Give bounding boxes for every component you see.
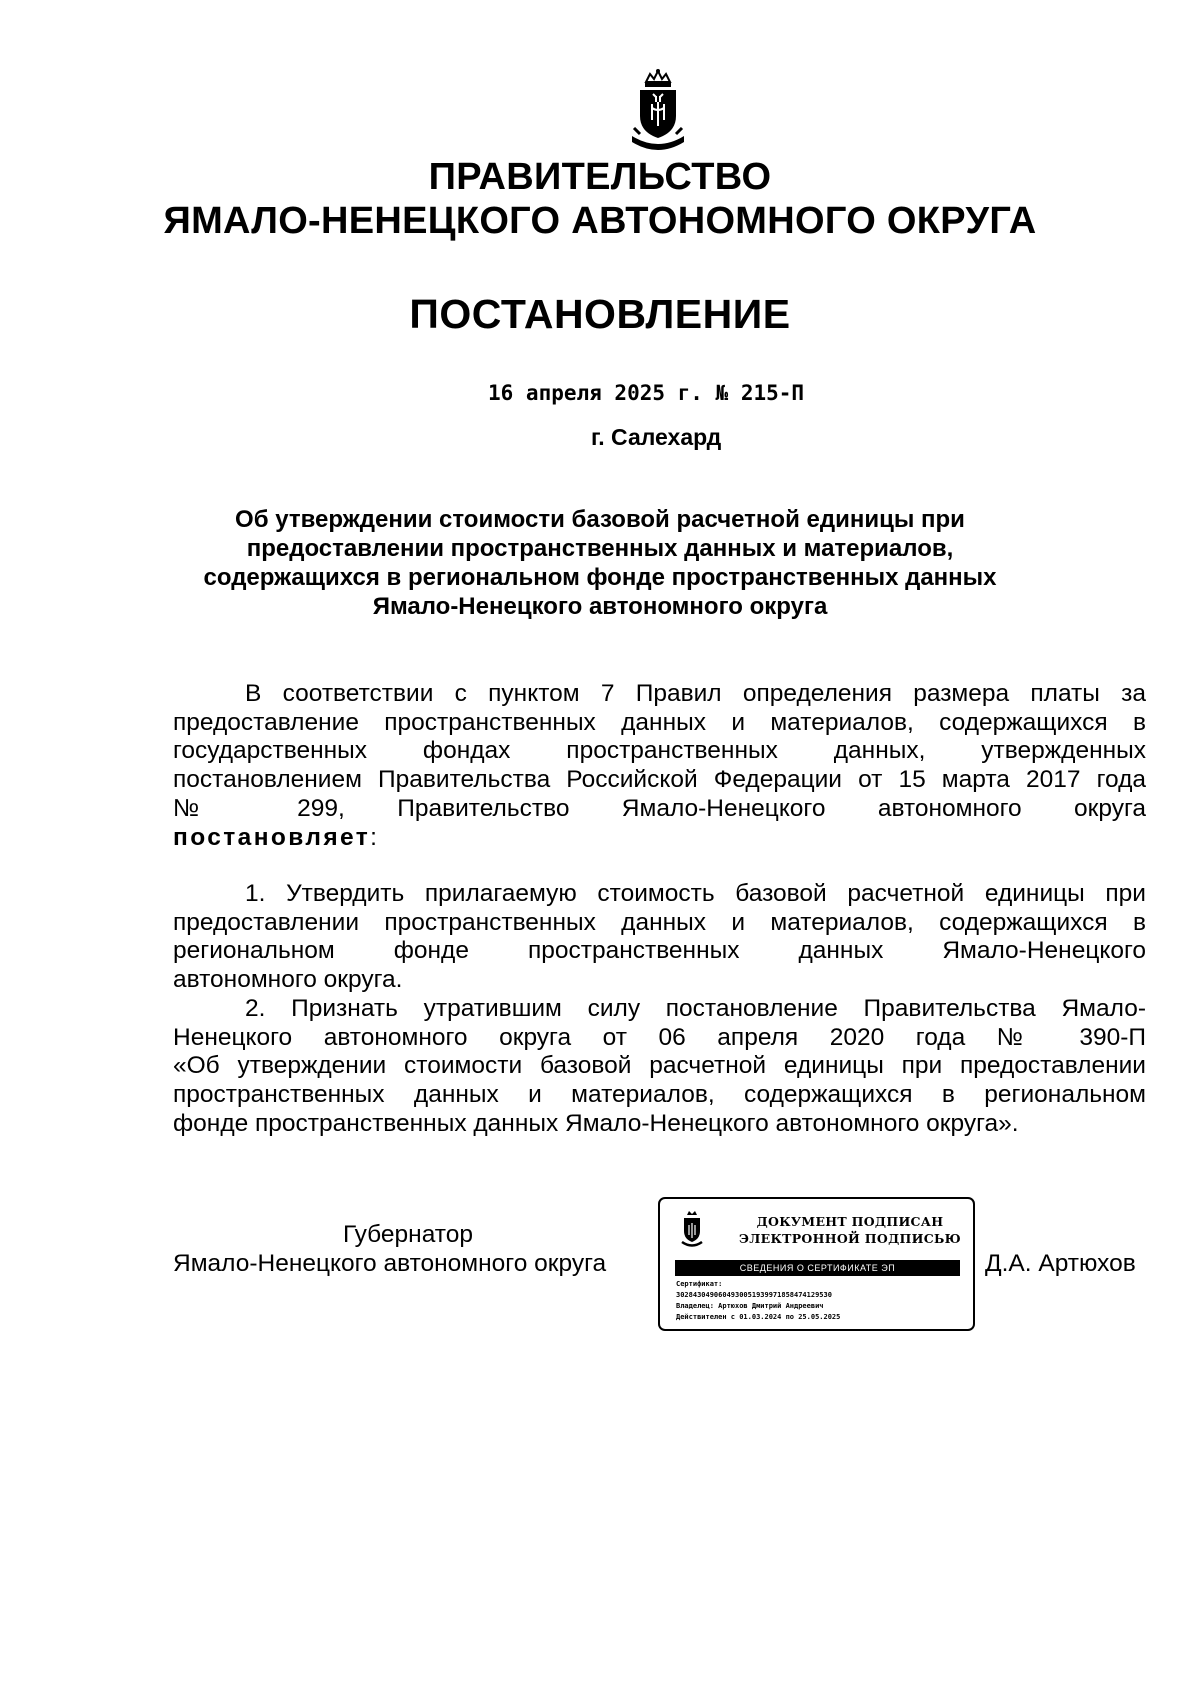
stamp-title-line: ЭЛЕКТРОННОЙ ПОДПИСЬЮ [739, 1231, 961, 1246]
paragraph-line: В соответствии с пунктом 7 Правил определения размера платы за [245, 680, 1146, 707]
paragraph-line: постановлением Правительства Российской Федерации от 15 марта 2017 года [173, 766, 1146, 794]
item-1-paragraph [173, 880, 1146, 995]
preamble-paragraph [173, 680, 1146, 852]
paragraph-line: «Об утверждении стоимости базовой расчетной единицы при предоставлении [173, 1052, 1146, 1080]
paragraph-line: региональном фонде пространственных данных Ямало-Ненецкого [173, 937, 1146, 965]
certificate-label: Сертификат: [676, 1280, 723, 1288]
paragraph-line: автономного округа. [173, 966, 403, 994]
paragraph-line: предоставление пространственных данных и материалов, содержащихся в [173, 708, 1146, 736]
title-line: Об утверждении стоимости базовой расчетной единицы при [235, 506, 965, 533]
certificate-details [676, 1279, 840, 1323]
coat-of-arms-icon [622, 68, 694, 154]
decree-line [173, 824, 1146, 853]
item-2-paragraph [173, 995, 1146, 1139]
paragraph-line: 2. Признать утратившим силу постановление Правительства Ямало- [245, 995, 1146, 1022]
paragraph-line: государственных фондах пространственных данных, утвержденных [173, 737, 1146, 765]
position-region: Ямало-Ненецкого автономного округа [173, 1250, 607, 1277]
document-type: ПОСТАНОВЛЕНИЕ [409, 291, 791, 337]
paragraph-line: фонде пространственных данных Ямало-Ненецкого автономного округа». [173, 1109, 1019, 1137]
document-title [150, 505, 1050, 621]
city: г. Салехард [591, 424, 722, 450]
signatory-name: Д.А. Артюхов [985, 1250, 1136, 1277]
decree-word: постановляет [173, 823, 371, 851]
certificate-validity: Действителен с 01.03.2024 по 25.05.2025 [676, 1313, 841, 1321]
paragraph-line: пространственных данных и материалов, содержащихся в региональном [173, 1081, 1146, 1109]
stamp-coat-of-arms-icon [680, 1209, 704, 1249]
government-title-line2: ЯМАЛО-НЕНЕЦКОГО АВТОНОМНОГО ОКРУГА [163, 200, 1037, 242]
stamp-title [730, 1213, 970, 1247]
certificate-number: 3028430490604930051939971858474129530 [676, 1291, 832, 1299]
certificate-info-bar: СВЕДЕНИЯ О СЕРТИФИКАТЕ ЭП [675, 1260, 960, 1276]
government-title-line1: ПРАВИТЕЛЬСТВО [428, 156, 772, 198]
stamp-title-line: ДОКУМЕНТ ПОДПИСАН [756, 1214, 944, 1229]
decree-colon: : [370, 823, 377, 851]
date-and-number: 16 апреля 2025 г. № 215-П [488, 381, 805, 405]
paragraph-line: № 299, Правительство Ямало-Ненецкого автономного округа [173, 794, 1146, 822]
certificate-owner: Владелец: Артюхов Дмитрий Андреевич [676, 1302, 824, 1310]
paragraph-line: предоставлении пространственных данных и материалов, содержащихся в [173, 908, 1146, 936]
paragraph-line: Ненецкого автономного округа от 06 апреля 2020 года № 390-П [173, 1023, 1146, 1051]
title-line: содержащихся в региональном фонде пространственных данных [203, 564, 997, 591]
electronic-signature-stamp [658, 1197, 975, 1331]
signatory-position [173, 1220, 643, 1278]
title-line: Ямало-Ненецкого автономного округа [372, 593, 828, 620]
paragraph-line: 1. Утвердить прилагаемую стоимость базовой расчетной единицы при [245, 880, 1146, 907]
position-title: Губернатор [343, 1221, 473, 1248]
title-line: предоставлении пространственных данных и материалов, [246, 535, 954, 562]
